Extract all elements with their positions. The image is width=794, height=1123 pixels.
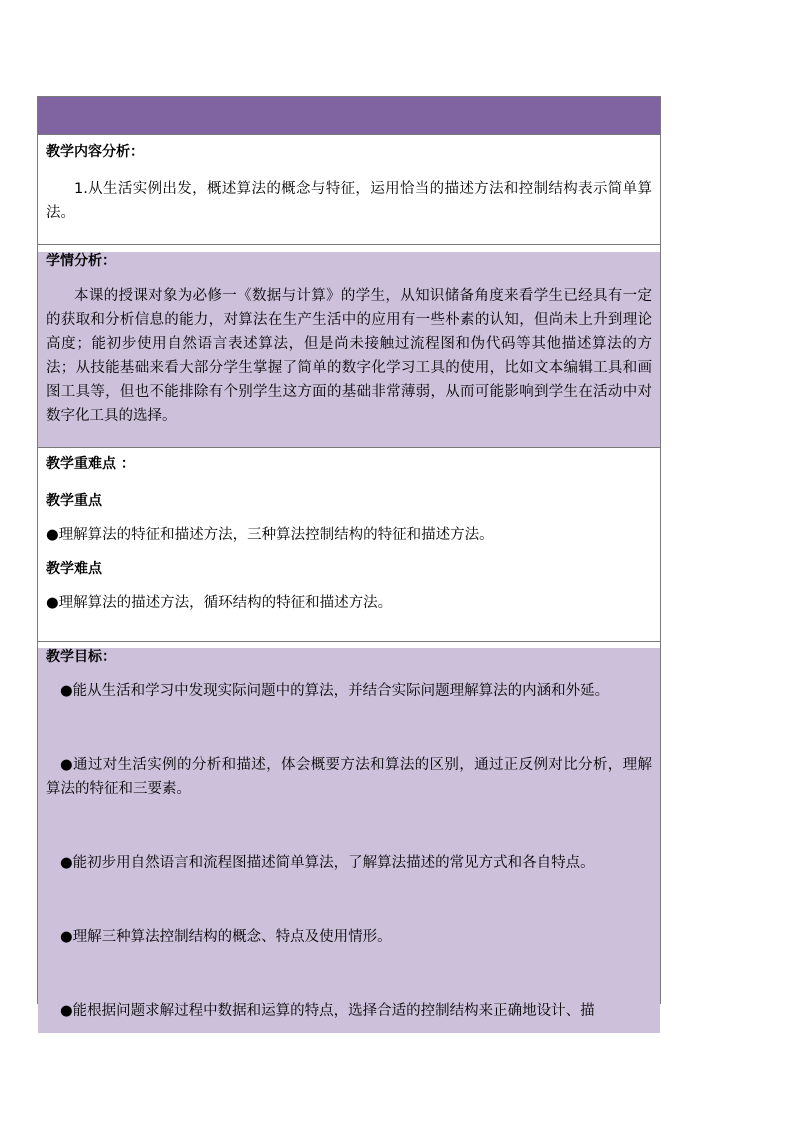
- goal-item: [46, 753, 652, 801]
- bullet-icon: ●: [60, 757, 74, 773]
- difficulty-item: [46, 591, 652, 615]
- bullet-icon: ●: [60, 855, 73, 871]
- learner-analysis-text: 本课的授课对象为必修一《数据与计算》的学生，从知识储备角度来看学生已经具有一定的获取和分析信息的能力，对算法在生产生活中的应用有一些朴素的认知，但尚未上升到理论高度；能初步使用自然语言表述算法，但是尚未接触过流程图和伪代码等其他描述算法的方法；从技能基础来看大部分学生掌握了简单的数字化学习工具的使用，比如文本编辑工具和画图工具等，但也不能排除有个别学生这方面的基础非常薄弱，从而可能影响到学生在活动中对数字化工具的选择。: [46, 288, 652, 424]
- table-header-band: [38, 97, 660, 135]
- teaching-goals-heading: 教学目标：: [46, 649, 116, 665]
- goal-text: 能从生活和学习中发现实际问题中的算法，并结合实际问题理解算法的内涵和外延。: [72, 683, 610, 699]
- teaching-goals-section: [38, 648, 660, 1033]
- content-analysis-text: 1.从生活实例出发，概述算法的概念与特征，运用恰当的描述方法和控制结构表示简单算法。: [46, 181, 652, 221]
- bullet-icon: ●: [46, 595, 59, 611]
- learner-analysis-heading: 学情分析：: [46, 253, 116, 269]
- difficulty-heading: 教学难点: [46, 561, 102, 577]
- goal-text: 能初步用自然语言和流程图描述简单算法，了解算法描述的常见方式和各自特点。: [72, 855, 595, 871]
- goal-item: [46, 925, 652, 949]
- goal-item: [46, 679, 652, 703]
- goal-item: [46, 851, 652, 875]
- goal-text: 理解三种算法控制结构的概念、特点及使用情形。: [72, 929, 392, 945]
- key-points-heading: 教学重难点 ：: [46, 456, 135, 472]
- content-analysis-section: [38, 143, 660, 245]
- focus-text: 理解算法的特征和描述方法，三种算法控制结构的特征和描述方法。: [58, 527, 494, 543]
- key-points-section: [38, 455, 660, 642]
- goal-text: 能根据问题求解过程中数据和运算的特点，选择合适的控制结构来正确地设计、描: [72, 1003, 595, 1019]
- goal-text: 通过对生活实例的分析和描述，体会概要方法和算法的区别，通过正反例对比分析，理解算法的特征和三要素。: [46, 757, 653, 797]
- bullet-icon: ●: [60, 683, 73, 699]
- bullet-icon: ●: [60, 1003, 73, 1019]
- content-analysis-heading: 教学内容分析：: [46, 144, 144, 160]
- focus-heading: 教学重点: [46, 493, 102, 509]
- lesson-plan-table: [37, 96, 661, 1019]
- focus-item: [46, 523, 652, 547]
- difficulty-text: 理解算法的描述方法，循环结构的特征和描述方法。: [58, 595, 393, 611]
- learner-analysis-section: [38, 252, 660, 448]
- bullet-icon: ●: [60, 929, 73, 945]
- goal-item: [46, 999, 652, 1023]
- bullet-icon: ●: [46, 527, 59, 543]
